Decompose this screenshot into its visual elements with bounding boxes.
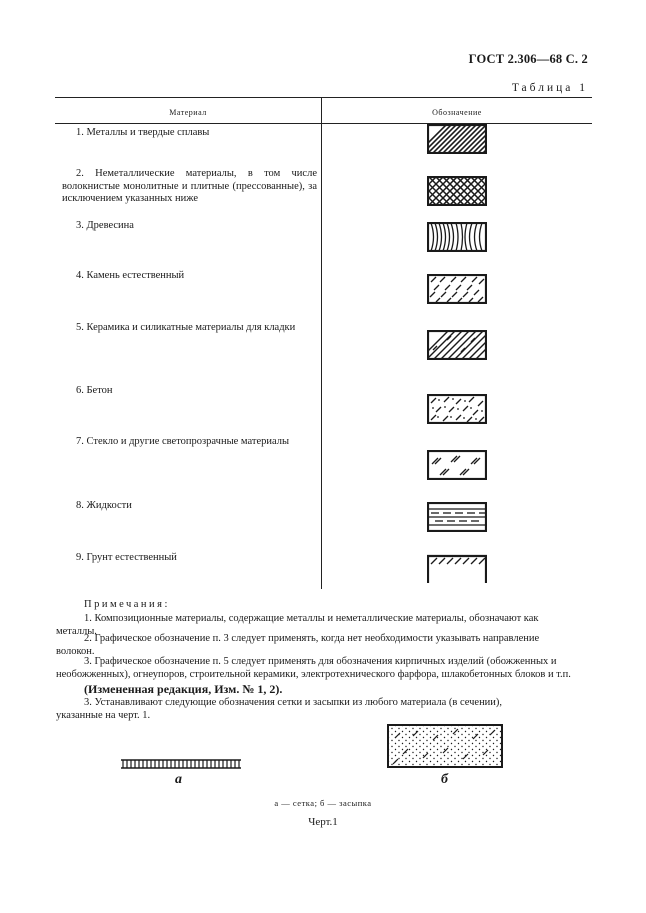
note-2	[56, 633, 592, 658]
row-label: 2. Неметаллические материалы, в том числе волокнистые монолитные и плитные (прессованные), за исключением указанных ниже	[62, 168, 317, 204]
notes-heading: Примечания:	[84, 599, 170, 610]
hatch-wood-icon	[427, 222, 487, 252]
page-header: ГОСТ 2.306—68 С. 2	[468, 52, 588, 66]
paragraph-3	[56, 697, 592, 722]
note-2-continuation: волокон.	[56, 645, 95, 657]
row-label: 6. Бетон	[76, 385, 113, 396]
note-3-continuation: необожженных), огнеупоров, строительной керамики, электротехнического фарфора, шлакобетонных блоков и т.п.	[56, 668, 571, 680]
table-row	[62, 436, 317, 449]
hatch-soil-icon	[427, 554, 487, 584]
figure-caption: а — сетка; б — засыпка	[274, 798, 372, 808]
row-label: 3. Древесина	[76, 220, 134, 231]
note-3-text: 3. Графическое обозначение п. 5 следует применять для обозначения кирпичных изделий (обожженных и	[84, 656, 557, 667]
column-header-symbol: Обозначение	[432, 108, 482, 117]
figure-label-a: а	[175, 772, 182, 787]
backfill-symbol	[387, 724, 503, 768]
table-header-rule	[55, 123, 592, 124]
hatch-glass-icon	[427, 450, 487, 480]
row-label: 1. Металлы и твердые сплавы	[76, 127, 210, 138]
table-row	[62, 168, 317, 206]
hatch-liquid-icon	[427, 502, 487, 532]
column-header-material: Материал	[169, 108, 207, 117]
revision-note: (Измененная редакция, Изм. № 1, 2).	[84, 682, 283, 696]
mesh-symbol	[121, 757, 241, 769]
hatch-ceramic-icon	[427, 330, 487, 360]
table-row	[62, 220, 317, 233]
note-2-text: 2. Графическое обозначение п. 3 следует применять, когда нет необходимости указывать направление	[84, 633, 540, 644]
row-label: 5. Керамика и силикатные материалы для кладки	[76, 322, 296, 333]
paragraph-3-text: 3. Устанавливают следующие обозначения сетки и засыпки из любого материала (в сечении),	[84, 697, 503, 708]
note-3	[56, 656, 592, 681]
note-1-continuation: металлы.	[56, 625, 97, 637]
figure-title: Черт.1	[308, 816, 338, 828]
hatch-diagonal-icon	[427, 124, 487, 154]
table-row	[62, 322, 317, 335]
figure-label-b: б	[441, 772, 448, 787]
note-1-text: 1. Композиционные материалы, содержащие металлы и неметаллические материалы, обозначают как	[84, 613, 539, 624]
hatch-concrete-icon	[427, 394, 487, 424]
hatch-stone-icon	[427, 274, 487, 304]
hatch-crosshatch-icon	[427, 176, 487, 206]
row-label: 4. Камень естественный	[76, 270, 185, 281]
paragraph-3-continuation: указанные на черт. 1.	[56, 709, 151, 721]
table-row	[62, 385, 317, 398]
table-row	[62, 270, 317, 283]
row-label: 8. Жидкости	[76, 500, 132, 511]
table-top-rule	[55, 97, 592, 98]
row-label: 7. Стекло и другие светопрозрачные материалы	[76, 436, 290, 447]
table-row	[62, 552, 317, 565]
table-caption: Таблица 1	[511, 82, 588, 94]
table-row	[62, 127, 317, 140]
row-label: 9. Грунт естественный	[76, 552, 177, 563]
table-column-divider	[321, 97, 322, 589]
table-row	[62, 500, 317, 513]
